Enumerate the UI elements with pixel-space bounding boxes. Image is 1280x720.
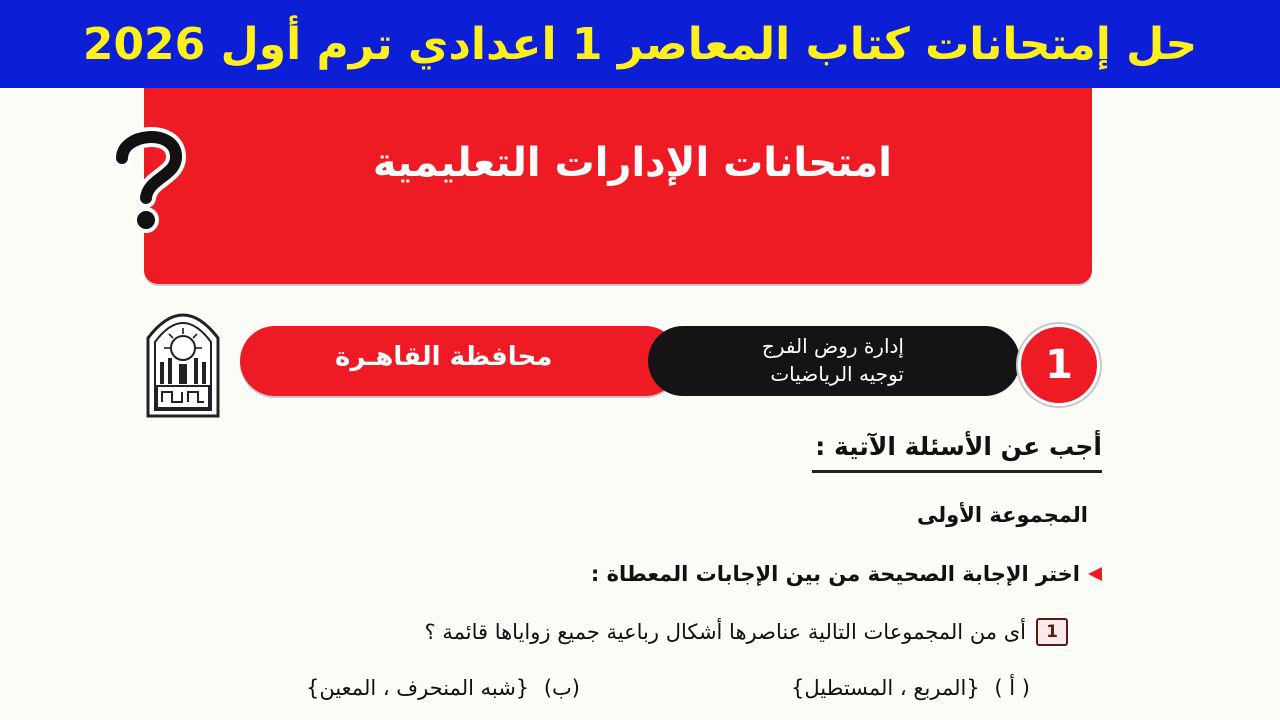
instruction-line <box>591 562 1102 586</box>
administration-name: إدارة روض الفرج <box>761 334 904 358</box>
pointer-triangle-icon <box>1088 567 1102 581</box>
option-letter: ( أ ) <box>994 676 1030 700</box>
header-title: امتحانات الإدارات التعليمية <box>372 140 892 186</box>
section-underline <box>812 470 1102 473</box>
governorate-label: محافظة القاهـرة <box>335 342 553 372</box>
top-banner <box>0 0 1280 88</box>
option-text: {شبه المنحرف ، المعين} <box>305 676 530 700</box>
option-a <box>791 676 1030 700</box>
governorate-pill <box>240 326 680 396</box>
group-heading: المجموعة الأولى <box>917 503 1088 527</box>
question-text: أى من المجموعات التالية عناصرها أشكال رباعية جميع زواياها قائمة ؟ <box>424 620 1026 644</box>
option-letter: (ب) <box>543 676 580 700</box>
exam-number-badge: 1 <box>1018 324 1100 406</box>
question-mark-icon <box>100 118 190 238</box>
banner-title: حل إمتحانات كتاب المعاصر 1 اعدادي ترم أول 2026 <box>82 18 1198 70</box>
administration-pill <box>648 326 1020 396</box>
option-b <box>306 676 580 700</box>
instruction-text: اختر الإجابة الصحيحة من بين الإجابات المعطاة : <box>590 562 1080 586</box>
red-header <box>144 88 1092 284</box>
question-1 <box>425 618 1068 646</box>
cairo-emblem-icon <box>142 298 224 418</box>
option-text: {المربع ، المستطيل} <box>790 676 980 700</box>
section-heading: أجب عن الأسئلة الآتية : <box>815 432 1102 461</box>
question-number-box: 1 <box>1036 618 1068 646</box>
subject-supervision: توجيه الرياضيات <box>770 362 904 386</box>
